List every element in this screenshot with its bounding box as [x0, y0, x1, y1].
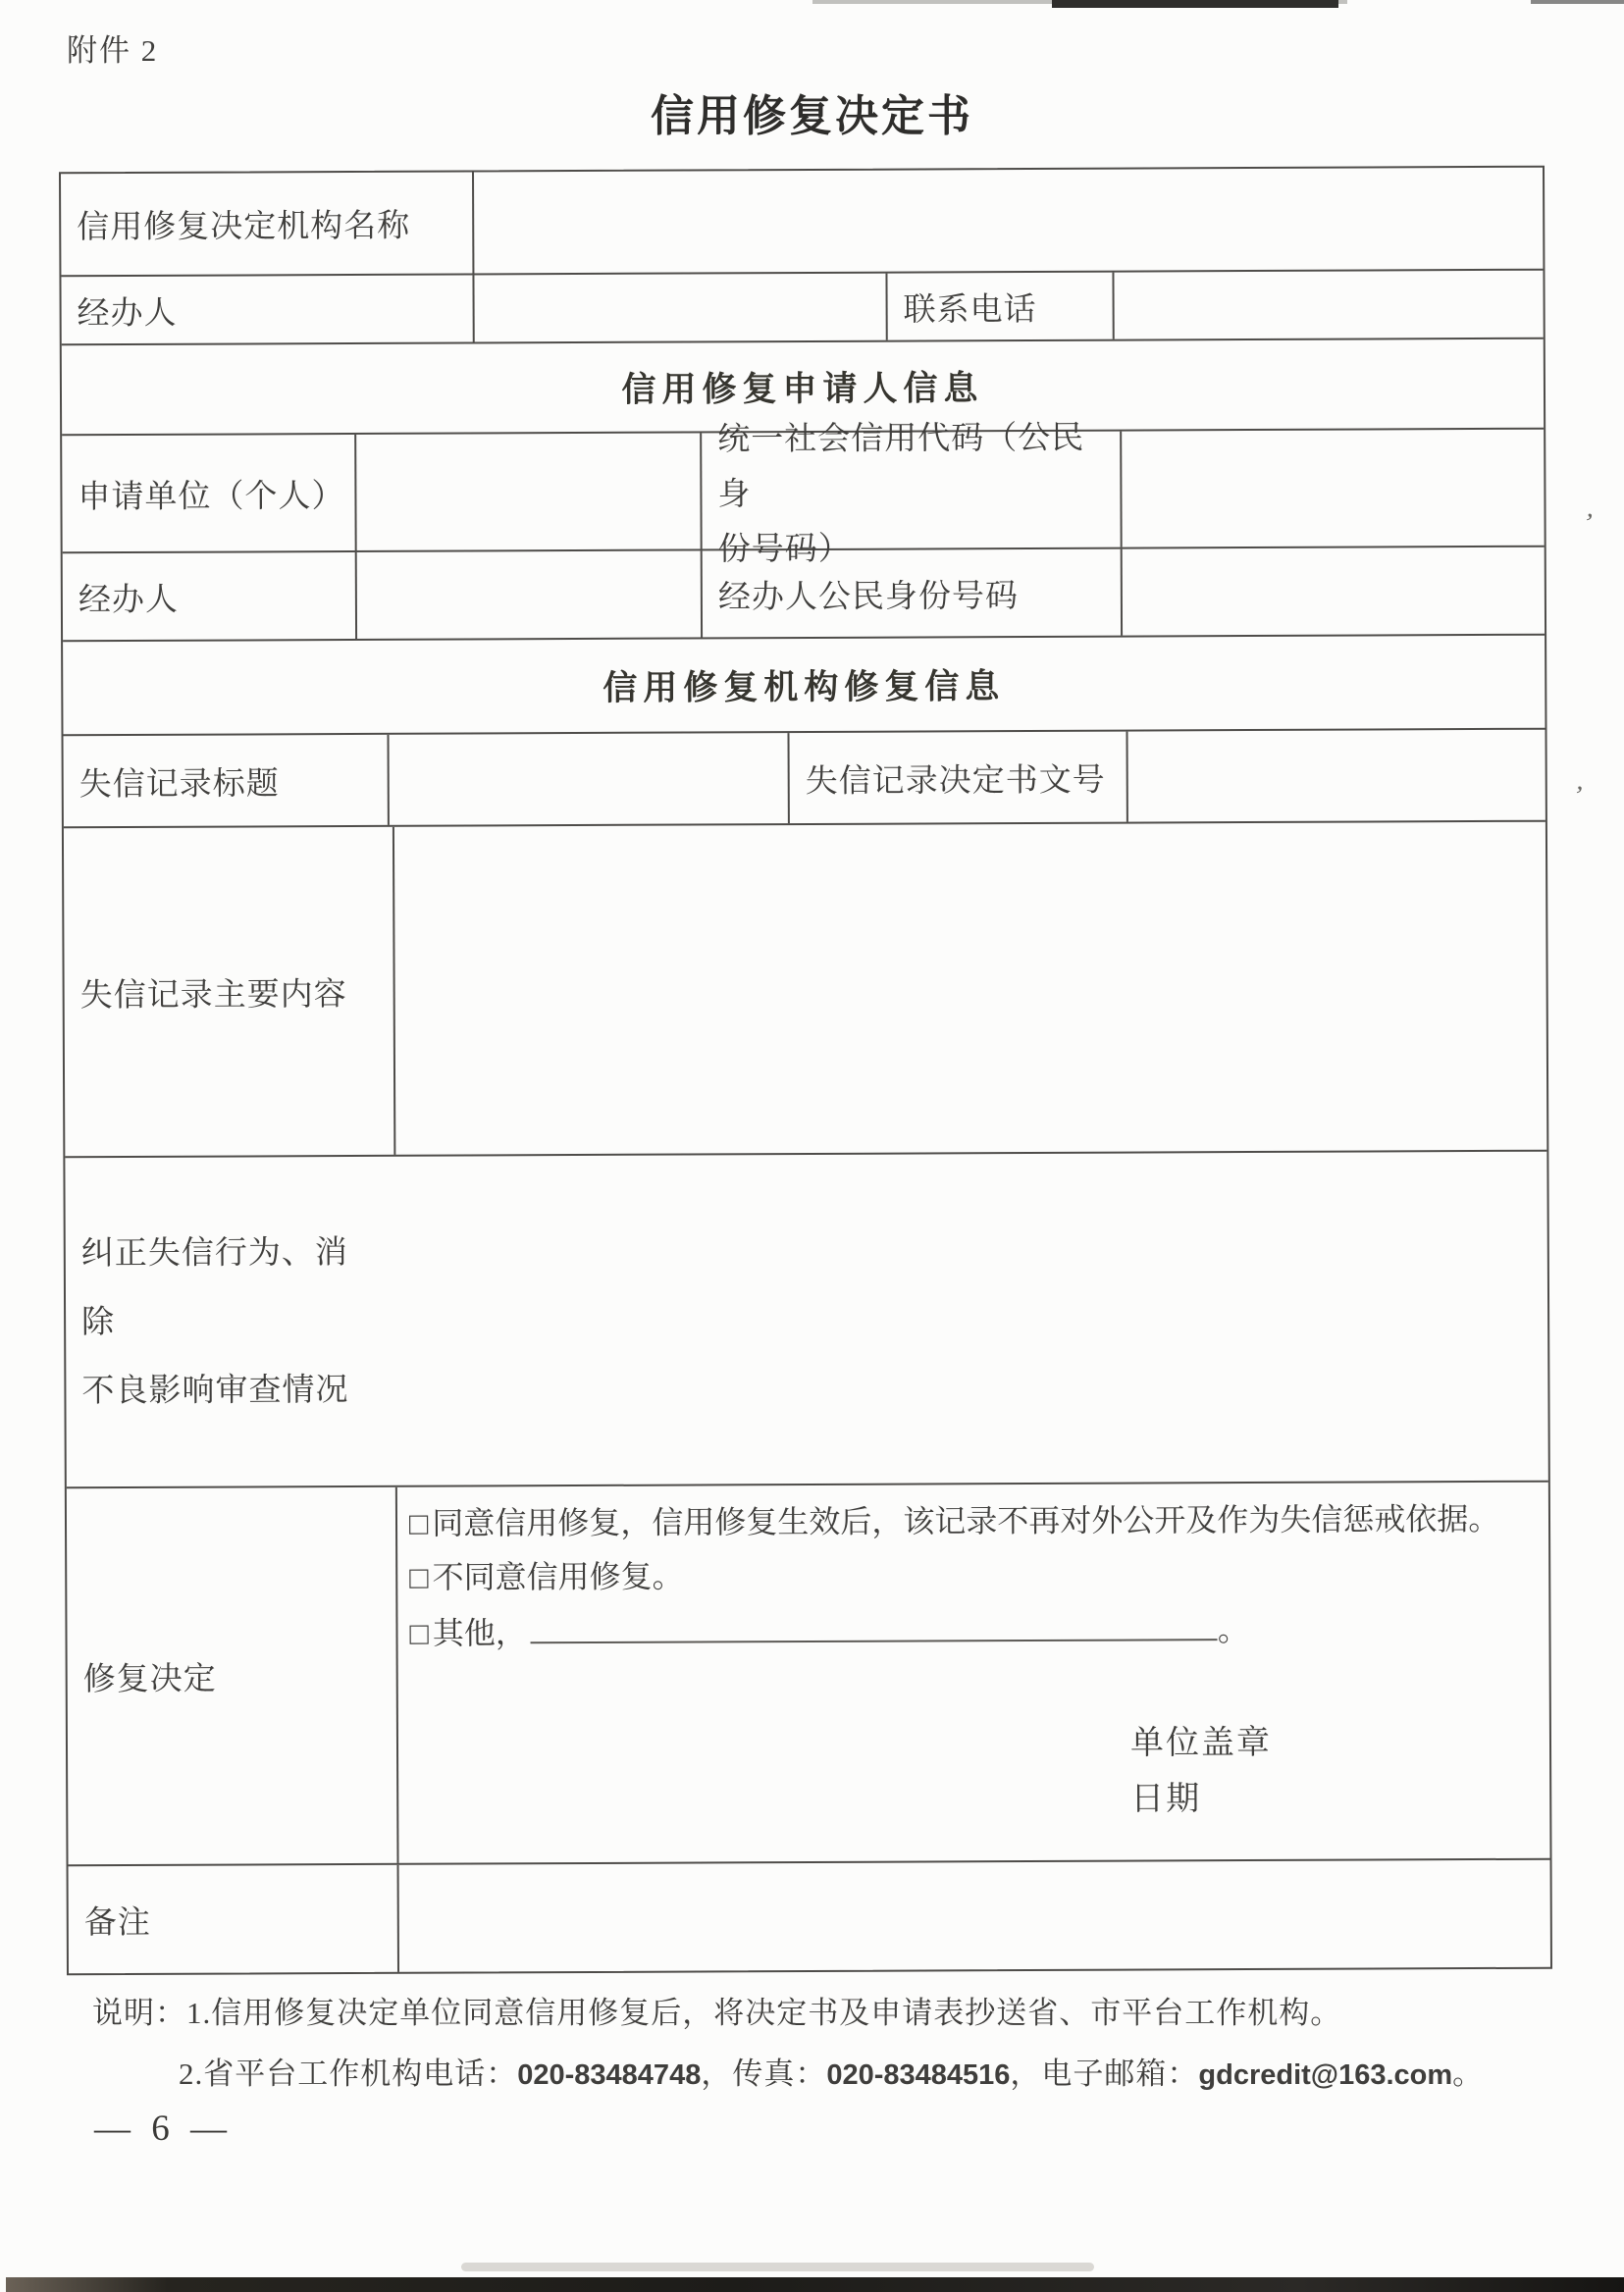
- footer-note-2-end: 。: [1452, 2057, 1485, 2091]
- credit-code-line2: 份号码）: [717, 531, 852, 568]
- record-doc-no-label: 失信记录决定书文号: [787, 732, 1126, 824]
- decision-option-other-suffix: 。: [1217, 1612, 1249, 1648]
- decision-label: 修复决定: [82, 1661, 217, 1698]
- org-name-value-cell: [472, 168, 1543, 274]
- page-title: 信用修复决定书: [651, 92, 973, 140]
- repair-section-header: 信用修复机构修复信息: [602, 667, 1006, 707]
- seal-date-block: [1130, 1715, 1272, 1828]
- handler-label: 经办人: [77, 295, 178, 332]
- footer-email-label: ，电子邮箱：: [1010, 2057, 1199, 2091]
- credit-code-label: [700, 420, 1121, 568]
- decision-row: [67, 1481, 1550, 1865]
- footer-phone-number: 020-83484748: [517, 2059, 702, 2091]
- applicant-unit-label: 申请单位（个人）: [78, 478, 345, 515]
- checkbox-icon-agree: □: [408, 1505, 429, 1541]
- remarks-value-cell: [397, 1860, 1550, 1972]
- attachment-label: 附件 2: [67, 33, 159, 68]
- footer-fax-number: 020-83484516: [826, 2059, 1011, 2091]
- applicant-unit-value-cell: [354, 433, 701, 550]
- scan-artifact-mark-2: ’: [1571, 780, 1586, 812]
- correction-label: [66, 1218, 395, 1425]
- record-content-value-cell: [393, 822, 1546, 1155]
- footer-note-1: 说明：1.信用修复决定单位同意信用修复后，将决定书及申请表抄送省、市平台工作机构。: [92, 1996, 1342, 2030]
- record-title-value-cell: [388, 733, 788, 825]
- correction-row: [65, 1150, 1547, 1487]
- scan-artifact-mark-1: ’: [1581, 507, 1597, 540]
- phone-value-cell: [1112, 271, 1543, 339]
- other-blank-line: [531, 1605, 1218, 1643]
- footer-email-address: gdcredit@163.com: [1198, 2059, 1453, 2091]
- record-content-row: [64, 820, 1546, 1157]
- remarks-row: [69, 1858, 1550, 1974]
- date-label: 日期: [1130, 1781, 1202, 1818]
- decision-option-disagree: [409, 1550, 1541, 1600]
- handler-id-value-cell: [1121, 547, 1545, 636]
- handler-row: [61, 269, 1543, 344]
- applicant-handler-label: 经办人: [78, 582, 179, 618]
- decision-content-cell: [395, 1483, 1550, 1863]
- org-name-label: 信用修复决定机构名称: [77, 208, 411, 246]
- applicant-handler-value-cell: [355, 550, 701, 639]
- record-doc-no-value-cell: [1126, 730, 1545, 822]
- credit-repair-decision-table: [59, 166, 1552, 1976]
- scan-artifact-bottom-bar: [6, 2277, 1624, 2292]
- record-content-label: 失信记录主要内容: [79, 976, 347, 1014]
- handler-id-label: 经办人公民身份号码: [701, 549, 1121, 638]
- seal-label: 单位盖章: [1129, 1724, 1273, 1762]
- page-number: — 6 —: [94, 2109, 233, 2149]
- scan-artifact-top-right: [1531, 0, 1624, 4]
- remarks-label: 备注: [83, 1904, 151, 1942]
- decision-option-agree-text: 同意信用修复，信用修复生效后，该记录不再对外公开及作为失信惩戒依据。: [432, 1500, 1500, 1541]
- applicant-section-header: 信用修复申请人信息: [621, 369, 984, 409]
- credit-code-value-cell: [1120, 430, 1545, 547]
- decision-option-agree: [409, 1496, 1541, 1546]
- checkbox-icon-other: □: [409, 1615, 429, 1651]
- correction-label-text: [81, 1218, 380, 1425]
- footer-note-2-label: 2.省平台工作机构电话：: [179, 2057, 518, 2091]
- correction-line2: 不良影响审查情况: [81, 1372, 349, 1409]
- correction-value-cell: [394, 1316, 1547, 1321]
- scan-artifact-smudge: [461, 2263, 1094, 2271]
- decision-option-disagree-text: 不同意信用修复。: [432, 1558, 684, 1595]
- handler-value-cell: [472, 274, 885, 342]
- record-title-label: 失信记录标题: [79, 765, 280, 803]
- scan-artifact-top-line: [812, 0, 1347, 4]
- credit-code-line1: 统一社会信用代码（公民身: [717, 420, 1085, 513]
- decision-option-other: [409, 1604, 1541, 1656]
- footer-note-2: [179, 2049, 1484, 2093]
- footer-fax-label: ，传真：: [701, 2057, 827, 2091]
- record-title-row: [63, 728, 1545, 827]
- applicant-unit-row: [62, 420, 1545, 568]
- checkbox-icon-disagree: □: [409, 1559, 429, 1595]
- applicant-handler-row: [63, 546, 1545, 641]
- org-name-row: [61, 168, 1543, 276]
- repair-section-row: [63, 634, 1545, 735]
- correction-line1: 纠正失信行为、消除: [80, 1234, 348, 1340]
- phone-label: 联系电话: [885, 273, 1112, 340]
- decision-option-other-prefix: 其他，: [432, 1615, 527, 1651]
- scan-artifact-top-dark-segment: [1052, 0, 1338, 8]
